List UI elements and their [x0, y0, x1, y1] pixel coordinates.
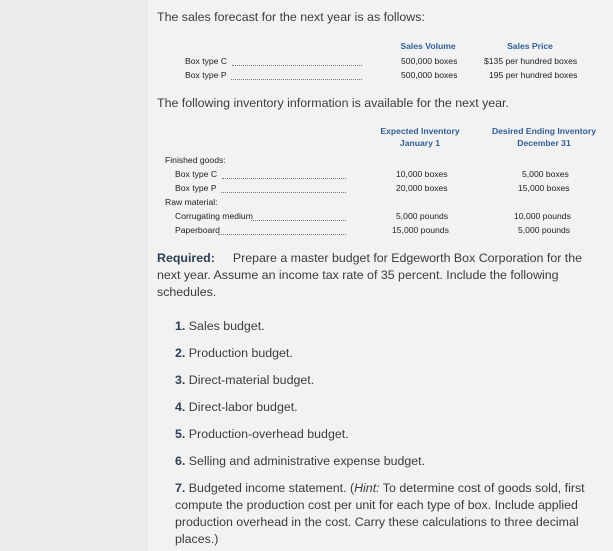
- inventory-row-label: Box type C: [175, 169, 218, 179]
- schedule-text-continued: To determine cost of goods sold, first compute the production cost per unit for each type of box. Include applied production overhead in the cost. Carry these calculations to three decimal places.): [175, 481, 585, 546]
- desired-inventory-header-line2: December 31: [517, 138, 571, 148]
- schedule-text: Direct-material budget.: [188, 373, 315, 387]
- required-text: Prepare a master budget for Edgeworth Box Corporation for the next year. Assume an income tax rate of 35 percent. Include the following schedules.: [157, 251, 583, 299]
- desired-inventory-header: [484, 125, 604, 149]
- leader-dots: [221, 191, 346, 193]
- sales-row-label: Box type P: [185, 70, 227, 80]
- inventory-row-label: Corrugating medium: [175, 211, 253, 221]
- finished-goods-section: Finished goods:: [165, 155, 226, 165]
- hint-label: Hint:: [354, 481, 380, 495]
- inventory-row-label: Paperboard: [175, 225, 220, 235]
- leader-dots: [222, 177, 346, 179]
- sales-price-value: $135 per hundred boxes: [484, 56, 578, 66]
- leader-dots: [218, 233, 346, 235]
- leader-dots: [231, 78, 362, 80]
- expected-inventory-value: 20,000 boxes: [396, 183, 448, 193]
- schedule-text: Production budget.: [188, 346, 293, 360]
- schedule-item: [175, 399, 595, 416]
- sales-price-value: 195 per hundred boxes: [489, 70, 578, 80]
- schedule-item: [175, 480, 600, 548]
- expected-inventory-value: 15,000 pounds: [392, 225, 449, 235]
- expected-inventory-header: [368, 125, 472, 149]
- schedule-number: 2.: [175, 346, 186, 360]
- schedule-item: [175, 345, 595, 362]
- sales-volume-value: 500,000 boxes: [401, 70, 458, 80]
- expected-inventory-value: 5,000 pounds: [396, 211, 449, 221]
- expected-inventory-header-line2: January 1: [399, 138, 441, 148]
- inventory-intro: The following inventory information is available for the next year.: [157, 96, 509, 110]
- sales-forecast-intro: The sales forecast for the next year is as follows:: [157, 10, 425, 24]
- schedule-number: 5.: [175, 427, 186, 441]
- schedule-number: 3.: [175, 373, 186, 387]
- required-paragraph: [157, 250, 597, 301]
- schedule-item: [175, 318, 595, 335]
- schedule-text: Direct-labor budget.: [188, 400, 298, 414]
- leader-dots: [251, 219, 346, 221]
- raw-material-section: Raw material:: [165, 197, 218, 207]
- sales-price-header: Sales Price: [507, 41, 553, 51]
- sales-row-label: Box type C: [185, 56, 228, 66]
- schedule-number: 1.: [175, 319, 186, 333]
- expected-inventory-value: 10,000 boxes: [396, 169, 448, 179]
- schedule-text: Sales budget.: [188, 319, 265, 333]
- schedule-text: Production-overhead budget.: [188, 427, 349, 441]
- desired-inventory-value: 15,000 boxes: [518, 183, 570, 193]
- schedule-item: [175, 426, 595, 443]
- schedule-number: 7.: [175, 481, 186, 495]
- leader-dots: [232, 64, 362, 66]
- schedule-text: Selling and administrative expense budget.: [188, 454, 426, 468]
- inventory-row-label: Box type P: [175, 183, 217, 193]
- desired-inventory-header-line1: Desired Ending Inventory: [491, 126, 597, 136]
- schedule-item: [175, 453, 595, 470]
- sales-volume-value: 500,000 boxes: [401, 56, 458, 66]
- sales-volume-header: Sales Volume: [400, 41, 456, 51]
- desired-inventory-value: 5,000 pounds: [518, 225, 571, 235]
- schedule-number: 6.: [175, 454, 186, 468]
- required-label: Required:: [157, 251, 215, 265]
- schedule-item: [175, 372, 595, 389]
- schedule-number: 4.: [175, 400, 186, 414]
- expected-inventory-header-line1: Expected Inventory: [380, 126, 460, 136]
- schedule-text: Budgeted income statement. (: [188, 481, 355, 495]
- desired-inventory-value: 10,000 pounds: [514, 211, 571, 221]
- desired-inventory-value: 5,000 boxes: [522, 169, 569, 179]
